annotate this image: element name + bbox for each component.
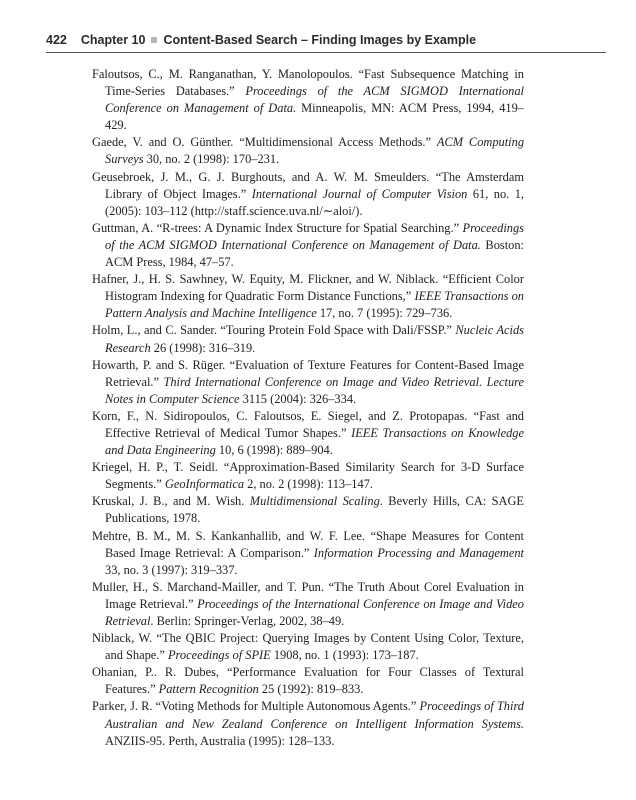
ref-authors: Kruskal, J. B., and M. Wish. bbox=[92, 494, 250, 509]
reference-entry bbox=[92, 357, 524, 408]
ref-title: “Fast and Effective Retrieval of Medical Tumor Shapes.” bbox=[105, 408, 524, 440]
reference-entry bbox=[92, 493, 524, 527]
ref-venue: Proceedings of the ACM SIGMOD International Conference on Management of Data. bbox=[105, 84, 525, 116]
ref-venue: ACM Computing Surveys bbox=[105, 135, 525, 167]
ref-authors: Parker, J. R. bbox=[92, 699, 156, 714]
separator-square-icon bbox=[151, 37, 157, 43]
ref-title: “Multidimensional Access Methods.” bbox=[239, 135, 437, 150]
reference-entry bbox=[92, 528, 524, 579]
reference-entry bbox=[92, 169, 524, 220]
ref-title: “R-trees: A Dynamic Index Structure for Spatial Searching.” bbox=[156, 220, 463, 235]
ref-details: ANZIIS-95. Perth, Australia (1995): 128–133. bbox=[105, 733, 335, 748]
ref-venue: Proceedings of the International Conference on Image and Video Retrieval bbox=[105, 596, 524, 628]
reference-entry bbox=[92, 408, 524, 459]
header-rule bbox=[46, 52, 606, 53]
ref-title: “The QBIC Project: Querying Images by Content Using Color, Texture, and Shape.” bbox=[105, 631, 524, 663]
ref-authors: Muller, H., S. Marchand-Mailler, and T. Pun. bbox=[92, 579, 329, 594]
ref-details: Minneapolis, MN: ACM Press, 1994, 419–429. bbox=[105, 101, 524, 133]
ref-title: “Performance Evaluation for Four Classes of Textural Features.” bbox=[105, 665, 524, 697]
ref-details: 10, 6 (1998): 889–904. bbox=[215, 443, 333, 458]
ref-details: . Berlin: Springer-Verlag, 2002, 38–49. bbox=[150, 614, 345, 628]
reference-entry bbox=[92, 664, 524, 698]
chapter-title: Content-Based Search – Finding Images by Example bbox=[163, 33, 477, 47]
ref-authors: Geusebroek, J. M., G. J. Burghouts, and A. W. M. Smeulders. bbox=[92, 169, 436, 184]
ref-details: 17, no. 7 (1995): 729–736. bbox=[316, 306, 453, 321]
ref-venue: Pattern Recognition bbox=[158, 682, 259, 697]
ref-venue: GeoInformatica bbox=[164, 477, 245, 492]
ref-title: “Efficient Color Histogram Indexing for Quadratic Form Distance Functions,” bbox=[105, 272, 524, 304]
ref-venue: Nucleic Acids Research bbox=[105, 323, 524, 355]
running-head bbox=[46, 30, 606, 50]
ref-authors: Ohanian, P.. R. Dubes, bbox=[92, 665, 228, 680]
ref-details: 30, no. 2 (1998): 170–231. bbox=[143, 152, 280, 167]
ref-details: . Beverly Hills, CA: SAGE Publications, 1978. bbox=[105, 494, 524, 526]
ref-venue: Proceedings of Third Australian and New Zealand Conference on Intelligent Information Systems. bbox=[105, 699, 524, 731]
ref-authors: Gaede, V. and O. Günther. bbox=[92, 135, 240, 150]
ref-details: 25 (1992): 819–833. bbox=[258, 682, 364, 697]
ref-venue: International Journal of Computer Vision bbox=[251, 186, 468, 201]
ref-details: Boston: ACM Press, 1984, 47–57. bbox=[105, 237, 524, 270]
ref-details: 3115 (2004): 326–334. bbox=[239, 391, 357, 406]
page-number: 422 bbox=[46, 33, 67, 47]
ref-venue: Multidimensional Scaling bbox=[249, 494, 380, 509]
reference-entry bbox=[92, 579, 524, 630]
ref-title: “The Amsterdam Library of Object Images.” bbox=[105, 169, 524, 201]
ref-details: 33, no. 3 (1997): 319–337. bbox=[105, 562, 238, 577]
reference-entry bbox=[92, 66, 524, 134]
ref-authors: Faloutsos, C., M. Ranganathan, Y. Manolopoulos. bbox=[92, 67, 359, 81]
reference-entry bbox=[92, 271, 524, 322]
ref-venue: Proceedings of the ACM SIGMOD International Conference on Management of Data. bbox=[105, 220, 524, 252]
ref-title: “Shape Measures for Content Based Image Retrieval: A Comparison.” bbox=[105, 528, 524, 560]
ref-authors: Niblack, W. bbox=[92, 631, 157, 646]
ref-title: “Voting Methods for Multiple Autonomous Agents.” bbox=[155, 699, 420, 714]
ref-authors: Hafner, J., H. S. Sawhney, W. Equity, M. Flickner, and W. Niblack. bbox=[92, 272, 443, 287]
ref-authors: Kriegel, H. P., T. Seidl. bbox=[92, 460, 224, 475]
reference-entry bbox=[92, 630, 524, 664]
ref-title: “Approximation-Based Similarity Search for 3-D Surface Segments.” bbox=[105, 460, 524, 492]
ref-details: 2, no. 2 (1998): 113–147. bbox=[244, 477, 373, 492]
reference-list bbox=[92, 66, 524, 750]
ref-title: “Fast Subsequence Matching in Time-Series Databases.” bbox=[105, 67, 524, 99]
ref-venue: IEEE Transactions on Knowledge and Data Engineering bbox=[105, 425, 524, 458]
ref-venue: Proceedings of SPIE bbox=[167, 648, 271, 663]
ref-authors: Guttman, A. bbox=[92, 220, 157, 235]
ref-details: 1908, no. 1 (1993): 173–187. bbox=[270, 648, 419, 663]
reference-entry bbox=[92, 322, 524, 356]
reference-entry bbox=[92, 698, 524, 749]
ref-venue: Third International Conference on Image and Video Retrieval. Lecture Notes in Computer Science bbox=[105, 374, 525, 406]
ref-authors: Howarth, P. and S. Rüger. bbox=[92, 357, 230, 372]
ref-venue: IEEE Transactions on Pattern Analysis and Machine Intelligence bbox=[105, 289, 525, 321]
ref-venue: Information Processing and Management bbox=[313, 545, 524, 560]
chapter-label: Chapter 10 bbox=[80, 33, 146, 47]
ref-authors: Mehtre, B. M., M. S. Kankanhallib, and W. F. Lee. bbox=[92, 528, 371, 543]
reference-entry bbox=[92, 220, 524, 271]
ref-title: “The Truth About Corel Evaluation in Image Retrieval.” bbox=[105, 579, 524, 611]
ref-title: “Evaluation of Texture Features for Content-Based Image Retrieval.” bbox=[105, 357, 524, 389]
ref-details: 61, no. 1, (2005): 103–112 (http://staff.science.uva.nl/∼aloi/). bbox=[105, 186, 524, 218]
reference-entry bbox=[92, 459, 524, 493]
ref-title: “Touring Protein Fold Space with Dali/FSSP.” bbox=[220, 323, 456, 338]
ref-details: 26 (1998): 316–319. bbox=[150, 340, 256, 355]
reference-entry bbox=[92, 134, 524, 168]
ref-authors: Holm, L., and C. Sander. bbox=[92, 323, 221, 338]
ref-authors: Korn, F., N. Sidiropoulos, C. Faloutsos, E. Siegel, and Z. Protopapas. bbox=[92, 408, 474, 423]
